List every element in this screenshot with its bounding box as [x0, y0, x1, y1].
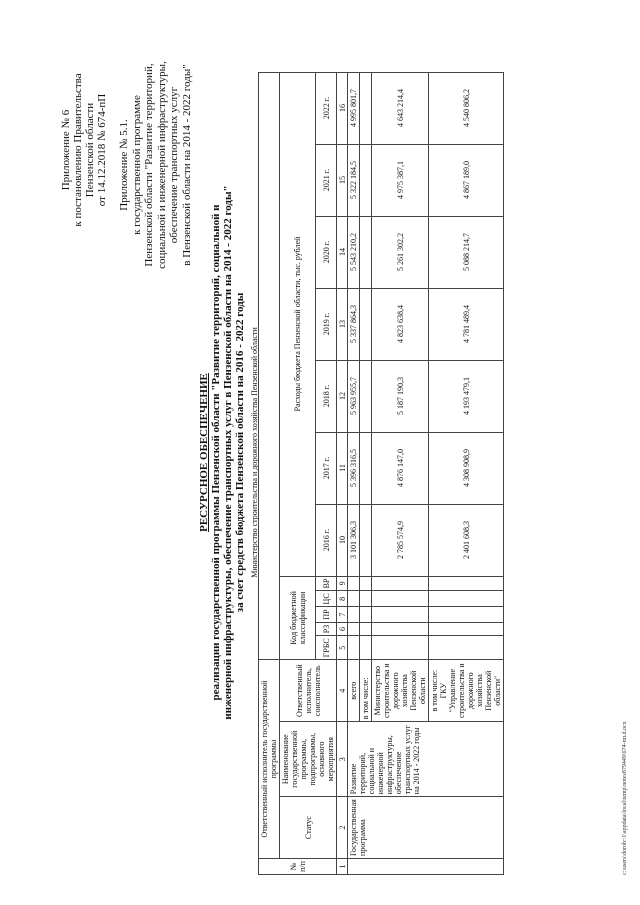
column-number: 11: [337, 432, 348, 504]
header-budget-code: Код бюджетной классификации: [280, 576, 316, 660]
column-number: 12: [337, 360, 348, 432]
title-line2: реализации государственной программы Пензенской области "Развитие территорий, социальной и: [210, 204, 222, 701]
value-cell: 5 187 190,3: [372, 360, 429, 432]
appendix-6-line4: от 14.12.2018 № 674-пП: [96, 93, 108, 207]
value-cell: 2 401 608,3: [429, 504, 504, 576]
value-cell: 4 193 479,1: [429, 360, 504, 432]
column-number: 2: [337, 797, 348, 859]
header-year: 2016 г.: [316, 504, 337, 576]
appendix-6-line2: к постановлению Правительства: [72, 73, 84, 227]
header-status: Статус: [280, 797, 337, 859]
gku-label: в том числе: ГКУ "Управление строительства и дорожного хозяйства Пензенской области": [429, 660, 504, 722]
appendix-5-1-line3: Пензенской области "Развитие территорий,: [143, 63, 155, 267]
program-name-cell: Развитие территорий, социальной и инженерной инфраструктуры, обеспечение транспортных услуг на 2014 - 2022 годы: [348, 722, 504, 797]
header-num: № п/п: [259, 859, 337, 875]
column-number: 8: [337, 591, 348, 607]
value-cell: 4 643 214,4: [372, 72, 429, 144]
column-number: 7: [337, 607, 348, 622]
appendix-5-1-line5: обеспечение транспортных услуг: [168, 86, 180, 244]
column-number: 1: [337, 859, 348, 875]
header-resp-group: Ответственный исполнитель государственной программы: [259, 660, 280, 859]
value-cell: 5 963 955,7: [348, 360, 360, 432]
value-cell: 3 101 306,3: [348, 504, 360, 576]
value-cell: 4 781 489,4: [429, 288, 504, 360]
ministry-label: Министерство строительства и дорожного хозяйства Пензенской области: [372, 660, 429, 722]
value-cell: 5 396 316,5: [348, 432, 360, 504]
title-line1: РЕСУРСНОЕ ОБЕСПЕЧЕНИЕ: [198, 373, 210, 532]
header-grbs: ГРБС: [316, 636, 337, 660]
column-number: 14: [337, 216, 348, 288]
header-spacer: [259, 72, 280, 660]
title-line4: за счет средств бюджета Пензенской области на 2016 - 2022 годы: [234, 292, 246, 613]
footer-file-path: c:\users\doroh~1\appdata\local\temp\notes879449\674-пп.d.ocx: [622, 721, 628, 875]
appendix-5-1-block: [118, 30, 193, 300]
status-cell: Государственная программа: [348, 797, 504, 859]
header-cs: ЦС: [316, 591, 337, 607]
column-number-row: [337, 72, 348, 874]
header-year: 2021 г.: [316, 144, 337, 216]
value-cell: 4 876 147,0: [372, 432, 429, 504]
header-vr: ВР: [316, 576, 337, 591]
value-cell: 5 543 210,2: [348, 216, 360, 288]
appendix-6-line3: Пензенской области: [84, 102, 96, 198]
resource-table: [258, 72, 504, 875]
value-cell: 4 867 189,0: [429, 144, 504, 216]
column-number: 3: [337, 722, 348, 797]
column-number: 4: [337, 660, 348, 722]
column-number: 13: [337, 288, 348, 360]
header-year: 2019 г.: [316, 288, 337, 360]
appendix-5-1-line6: в Пензенской области на 2014 - 2022 годы": [180, 64, 193, 266]
total-label: всего: [348, 660, 360, 722]
header-executor: Ответственный исполнитель, соисполнитель: [280, 660, 337, 722]
value-cell: 4 308 908,9: [429, 432, 504, 504]
incl-label: в том числе:: [360, 660, 372, 722]
header-year: 2022 г.: [316, 72, 337, 144]
appendix-6-block: [60, 30, 108, 270]
cell-empty: [348, 859, 504, 875]
header-rz: РЗ: [316, 622, 337, 636]
value-cell: 5 261 302,2: [372, 216, 429, 288]
column-number: 10: [337, 504, 348, 576]
header-pr: ПР: [316, 607, 337, 622]
value-cell: 4 540 806,2: [429, 72, 504, 144]
value-cell: 5 337 864,3: [348, 288, 360, 360]
value-cell: 4 995 801,7: [348, 72, 360, 144]
column-number: 16: [337, 72, 348, 144]
header-year: 2020 г.: [316, 216, 337, 288]
column-number: 15: [337, 144, 348, 216]
document-title: [198, 40, 246, 865]
column-number: 9: [337, 576, 348, 591]
value-cell: 5 322 184,5: [348, 144, 360, 216]
column-number: 6: [337, 622, 348, 636]
table-row-total: [348, 72, 360, 874]
header-expenses: Расходы бюджета Пензенской области, тыс. рублей: [280, 72, 316, 576]
appendix-5-1-line4: социальной и инженерной инфраструктуры,: [155, 61, 168, 269]
appendix-5-1-line2: к государственной программе: [130, 95, 143, 235]
header-name: Наименование государственной программы, подпрограммы, основного мероприятия: [280, 722, 337, 797]
value-cell: 5 088 214,7: [429, 216, 504, 288]
value-cell: 4 975 387,1: [372, 144, 429, 216]
ministry-header: Министерство строительства и дорожного хозяйства Пензенской области: [250, 327, 259, 578]
value-cell: 4 823 638,4: [372, 288, 429, 360]
column-number: 5: [337, 636, 348, 660]
header-year: 2017 г.: [316, 432, 337, 504]
value-cell: 2 785 574,9: [372, 504, 429, 576]
appendix-5-1-line1: Приложение № 5.1.: [118, 119, 130, 211]
title-line3: инженерной инфраструктуры, обеспечение транспортных услуг в Пензенской области на 2014 - 2022 годы": [222, 185, 234, 720]
appendix-6-line1: Приложение № 6: [60, 109, 72, 191]
header-year: 2018 г.: [316, 360, 337, 432]
